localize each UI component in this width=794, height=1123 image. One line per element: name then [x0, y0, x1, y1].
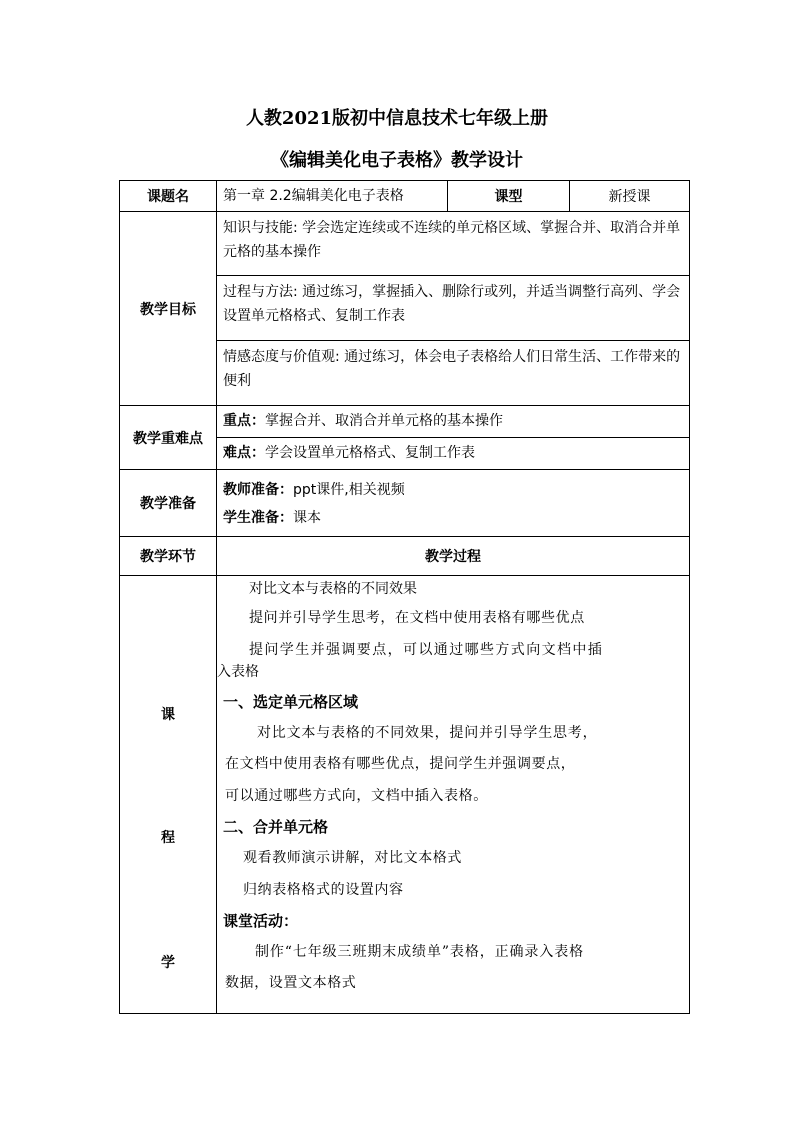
section-heading: 一、选定单元格区域 — [223, 693, 359, 711]
label-preparation: 教学准备 — [119, 469, 217, 537]
preparation-content — [216, 469, 690, 537]
process-line: 可以通过哪些方式向，文档中插入表格。 — [225, 788, 488, 804]
difficult-point: 难点：学会设置单元格格式、复制工作表 — [216, 437, 690, 470]
section-heading: 课堂活动： — [223, 912, 299, 930]
section-heading: 二、合并单元格 — [223, 818, 329, 836]
process-line: 提问学生并强调要点，可以通过哪些方式向文档中插 — [249, 642, 604, 658]
label-teaching-goals: 教学目标 — [119, 211, 217, 406]
label-teaching-stage: 教学环节 — [119, 536, 217, 576]
goal-process: 过程与方法: 通过练习，掌握插入、删除行或列，并适当调整行高列、学会设置单元格格式、复制工作表 — [216, 275, 690, 341]
goal-emotion: 情感态度与价值观: 通过练习，体会电子表格给人们日常生活、工作带来的便利 — [216, 340, 690, 406]
document-subtitle: 《编辑美化电子表格》教学设计 — [271, 150, 523, 171]
process-line: 归纳表格格式的设置内容 — [243, 882, 404, 898]
course-type-value: 新授课 — [569, 180, 690, 212]
label-course-name: 课题名 — [119, 180, 217, 212]
process-content — [216, 575, 690, 1014]
process-line: 对比文本与表格的不同效果，提问并引导学生思考， — [257, 725, 598, 741]
process-line: 对比文本与表格的不同效果 — [249, 581, 417, 597]
label-course-type: 课型 — [447, 180, 570, 212]
teacher-prep: 教师准备：ppt课件,相关视频 — [223, 482, 405, 498]
course-name-value: 第一章 2.2编辑美化电子表格 — [216, 180, 448, 212]
goal-knowledge: 知识与技能: 学会选定连续或不连续的单元格区域、掌握合并、取消合并单元格的基本操作 — [216, 211, 690, 276]
process-line: 制作“七年级三班期末成绩单”表格，正确录入表格 — [255, 944, 585, 960]
process-line: 数据，设置文本格式 — [225, 975, 357, 991]
stage-char-2: 程 — [161, 830, 175, 846]
process-line: 提问并引导学生思考，在文档中使用表格有哪些优点 — [249, 610, 585, 626]
process-line: 入表格 — [217, 664, 259, 680]
label-teaching-process: 教学过程 — [216, 536, 690, 576]
process-line: 观看教师演示讲解，对比文本格式 — [243, 850, 462, 866]
stage-char-3: 学 — [161, 955, 175, 971]
stage-char-1: 课 — [161, 707, 175, 723]
student-prep: 学生准备：课本 — [223, 510, 321, 526]
label-key-difficulty: 教学重难点 — [119, 405, 217, 470]
document-title: 人教2021版初中信息技术七年级上册 — [245, 108, 549, 129]
stage-label-column — [119, 575, 217, 1014]
key-point: 重点：掌握合并、取消合并单元格的基本操作 — [216, 405, 690, 438]
process-line: 在文档中使用表格有哪些优点，提问学生并强调要点， — [225, 756, 576, 772]
